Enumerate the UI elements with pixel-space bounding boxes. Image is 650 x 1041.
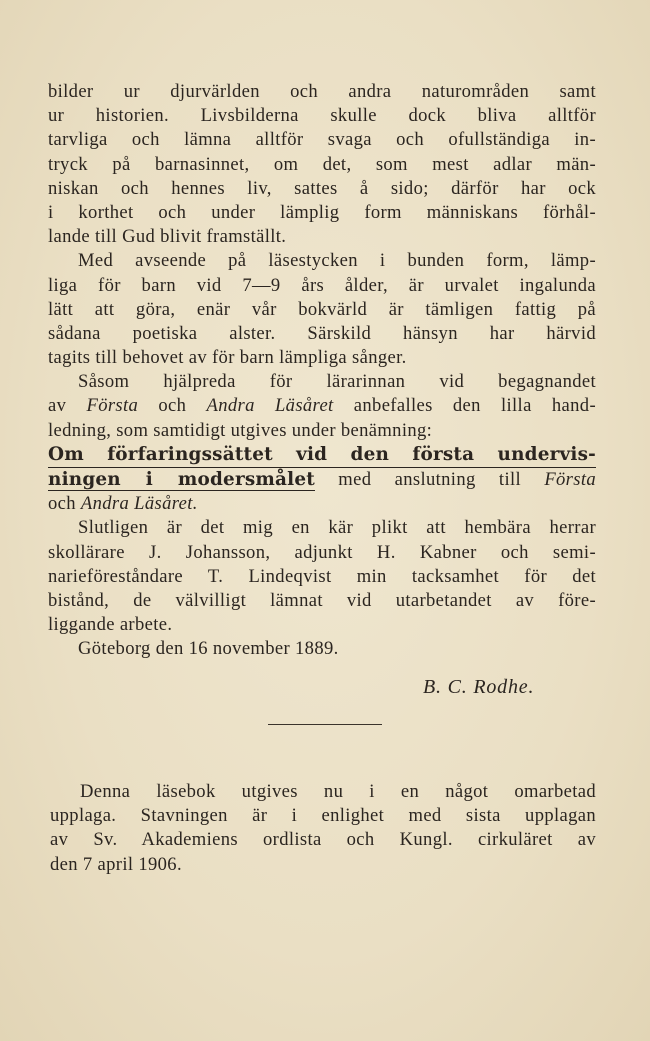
- text-line: sådana poetiska alster. Särskild hänsyn har härvid: [48, 322, 596, 344]
- text-fragment: av: [48, 395, 87, 417]
- bold-book-title-continued: ningen i modersmålet: [48, 469, 315, 490]
- text-line: Såsom hjälpreda för lärarinnan vid begagnandet: [78, 371, 596, 393]
- text-fragment: med anslutning till: [314, 469, 545, 490]
- text-line: liga för barn vid 7—9 års ålder, är urvalet ingalunda: [48, 274, 596, 296]
- text-fragment: och: [48, 493, 81, 515]
- text-line: ledning, som samtidigt utgives under benämning:: [48, 419, 433, 441]
- book-title-forsta: Första: [86, 395, 139, 417]
- text-line-bold-continued: [48, 468, 596, 492]
- text-line: den 7 april 1906.: [50, 853, 182, 875]
- text-line: Slutligen är det mig en kär plikt att hembära herrar: [78, 517, 596, 539]
- book-title-forsta: Första: [544, 469, 597, 490]
- text-fragment: anbefalles den lilla hand-: [333, 395, 596, 417]
- text-line-titles: [48, 394, 596, 418]
- text-line: Med avseende på läsestycken i bunden form, lämp-: [78, 250, 596, 272]
- text-line: tarvliga och lämna alltför svaga och ofullständiga in-: [48, 129, 596, 151]
- text-line: bistånd, de välvilligt lämnat vid utarbetandet av före-: [48, 589, 596, 611]
- text-line: upplaga. Stavningen är i enlighet med sista upplagan: [50, 805, 596, 827]
- preface-text: [48, 80, 596, 662]
- text-line: ur historien. Livsbilderna skulle dock bliva alltför: [48, 105, 596, 127]
- text-line: [48, 492, 596, 516]
- text-line: liggande arbete.: [48, 614, 173, 636]
- text-line: tagits till behovet av för barn lämpliga sånger.: [48, 347, 407, 369]
- section-divider: [268, 724, 382, 725]
- author-signature: B. C. Rodhe.: [423, 676, 535, 698]
- book-title-andra-lasaret: Andra Läsåret: [206, 395, 334, 417]
- text-line: lätt att göra, enär vår bokvärld är tämligen fattig på: [48, 298, 596, 320]
- bold-book-title: Om förfaringssättet vid den första undervis-: [48, 443, 596, 468]
- text-line: Denna läsebok utgives nu i en något omarbetad: [80, 781, 596, 802]
- text-line: bilder ur djurvärlden och andra naturområden samt: [48, 81, 596, 102]
- book-title-andra-lasaret: Andra Läsåret.: [80, 493, 198, 515]
- edition-note: [50, 780, 596, 877]
- text-line: skollärare J. Johansson, adjunkt H. Kabner och semi-: [48, 541, 596, 563]
- text-line: av Sv. Akademiens ordlista och Kungl. cirkuläret av: [50, 829, 596, 851]
- date-line: Göteborg den 16 november 1889.: [78, 638, 339, 660]
- text-fragment: och: [138, 395, 207, 417]
- text-line: i korthet och under lämplig form människans förhål-: [48, 201, 596, 223]
- text-line: narieföreståndare T. Lindeqvist min tacksamhet för det: [48, 565, 596, 587]
- text-line: lande till Gud blivit framställt.: [48, 226, 287, 248]
- text-line: tryck på barnasinnet, om det, som mest adlar män-: [48, 153, 596, 175]
- text-line: niskan och hennes liv, sattes å sido; därför har ock: [48, 177, 596, 199]
